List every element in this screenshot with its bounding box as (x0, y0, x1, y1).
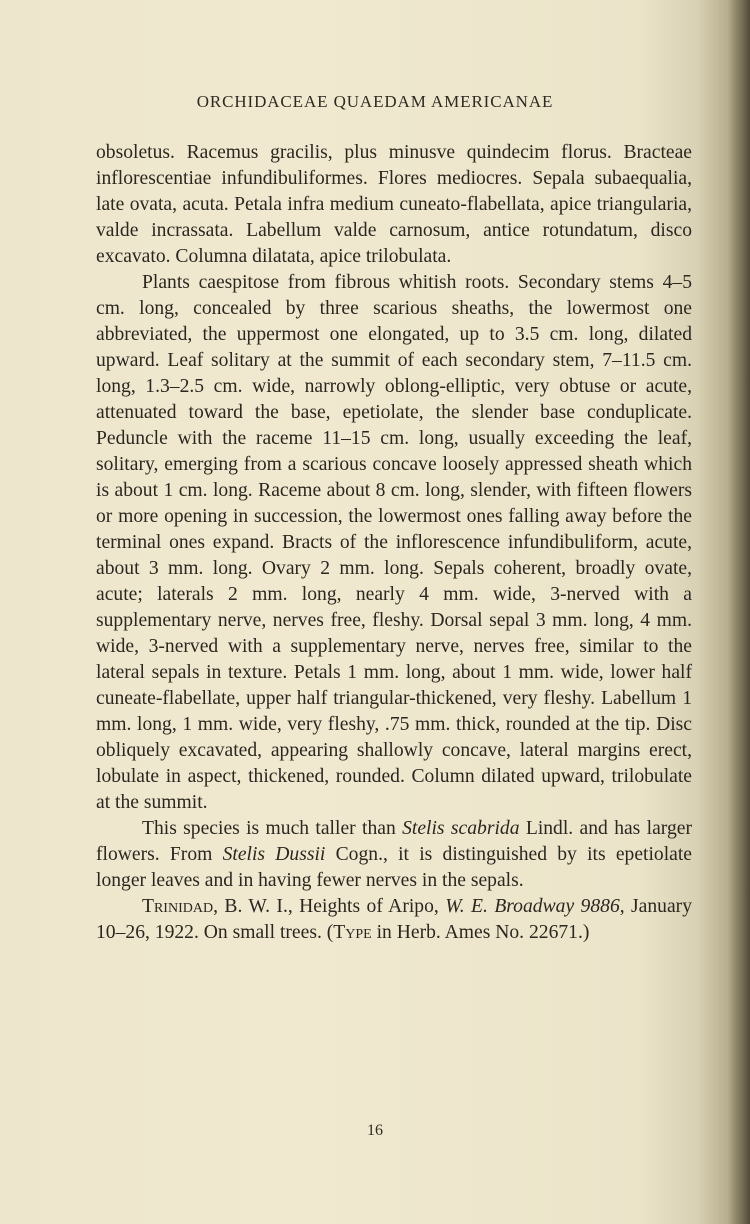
english-description: Plants caespitose from fibrous whitish roots. Secondary stems 4–5 cm. long, concealed by three scarious sheaths, the lowermost one abbreviated, the uppermost one elongated, up to 3.5 cm. long, dilated upward. Leaf solitary at the summit of each secondary stem, 7–11.5 cm. long, 1.3–2.5 cm. wide, narrowly oblong-elliptic, very obtuse or acute, attenuated toward the base, epetiolate, the slender base conduplicate. Peduncle with the raceme 11–15 cm. long, usually exceeding the leaf, solitary, emerging from a scarious concave loosely appressed sheath which is about 1 cm. long. Raceme about 8 cm. long, slender, with fifteen flowers or more opening in succession, the lowermost ones falling away before the terminal ones expand. Bracts of the inflorescence infundibuliform, acute, about 3 mm. long. Ovary 2 mm. long. Sepals coherent, broadly ovate, acute; laterals 2 mm. long, nearly 4 mm. wide, 3-nerved with a supplementary nerve, nerves free, fleshy. Dorsal sepal 3 mm. long, 4 mm. wide, 3-nerved with a supplementary nerve, nerves free, similar to the lateral sepals in texture. Petals 1 mm. long, about 1 mm. wide, lower half cuneate-flabellate, upper half triangular-thickened, very fleshy. Labellum 1 mm. long, 1 mm. wide, very fleshy, .75 mm. thick, rounded at the tip. Disc obliquely excavated, appearing shallowly concave, lateral margins erect, lobulate in aspect, thickened, rounded. Column dilated upward, trilobulate at the summit. (96, 272, 692, 813)
running-head: ORCHIDACEAE QUAEDAM AMERICANAE (196, 92, 554, 111)
locality-name: Trinidad (142, 896, 214, 917)
page-number: 16 (367, 1122, 383, 1139)
comparison-paragraph (96, 816, 692, 894)
taxon-stelis-dussii: Stelis Dussii (222, 844, 326, 865)
type-label: Type (333, 922, 372, 943)
comparison-text-3: Cogn., it is distinguished by its epetiolate longer leaves and in having fewer nerves in the sepals. (96, 844, 692, 891)
latin-description: obsoletus. Racemus gracilis, plus minusve quindecim florus. Bracteae inflorescentiae infundibuliformes. Flores mediocres. Sepala subaequalia, late ovata, acuta. Petala infra medium cuneato-flabellata, apice triangularia, valde incrassata. Labellum valde carnosum, antice rotundatum, disco excavato. Columna dilatata, apice trilobulata. (96, 142, 692, 267)
collection-details: , January 10–26, 1922. On small trees. ( (96, 896, 692, 943)
taxon-stelis-scabrida: Stelis scabrida (402, 818, 520, 839)
body-text (96, 140, 692, 946)
locality-detail: , B. W. I., Heights of Aripo, (213, 896, 446, 917)
collector: W. E. Broadway 9886 (445, 896, 620, 917)
specimen-citation (96, 894, 692, 946)
herbarium-reference: in Herb. Ames No. 22671.) (371, 922, 590, 943)
page-gutter-shadow (728, 0, 750, 1224)
comparison-text-1: This species is much taller than (142, 818, 403, 839)
comparison-text-2: Lindl. and has larger flowers. From (96, 818, 692, 865)
